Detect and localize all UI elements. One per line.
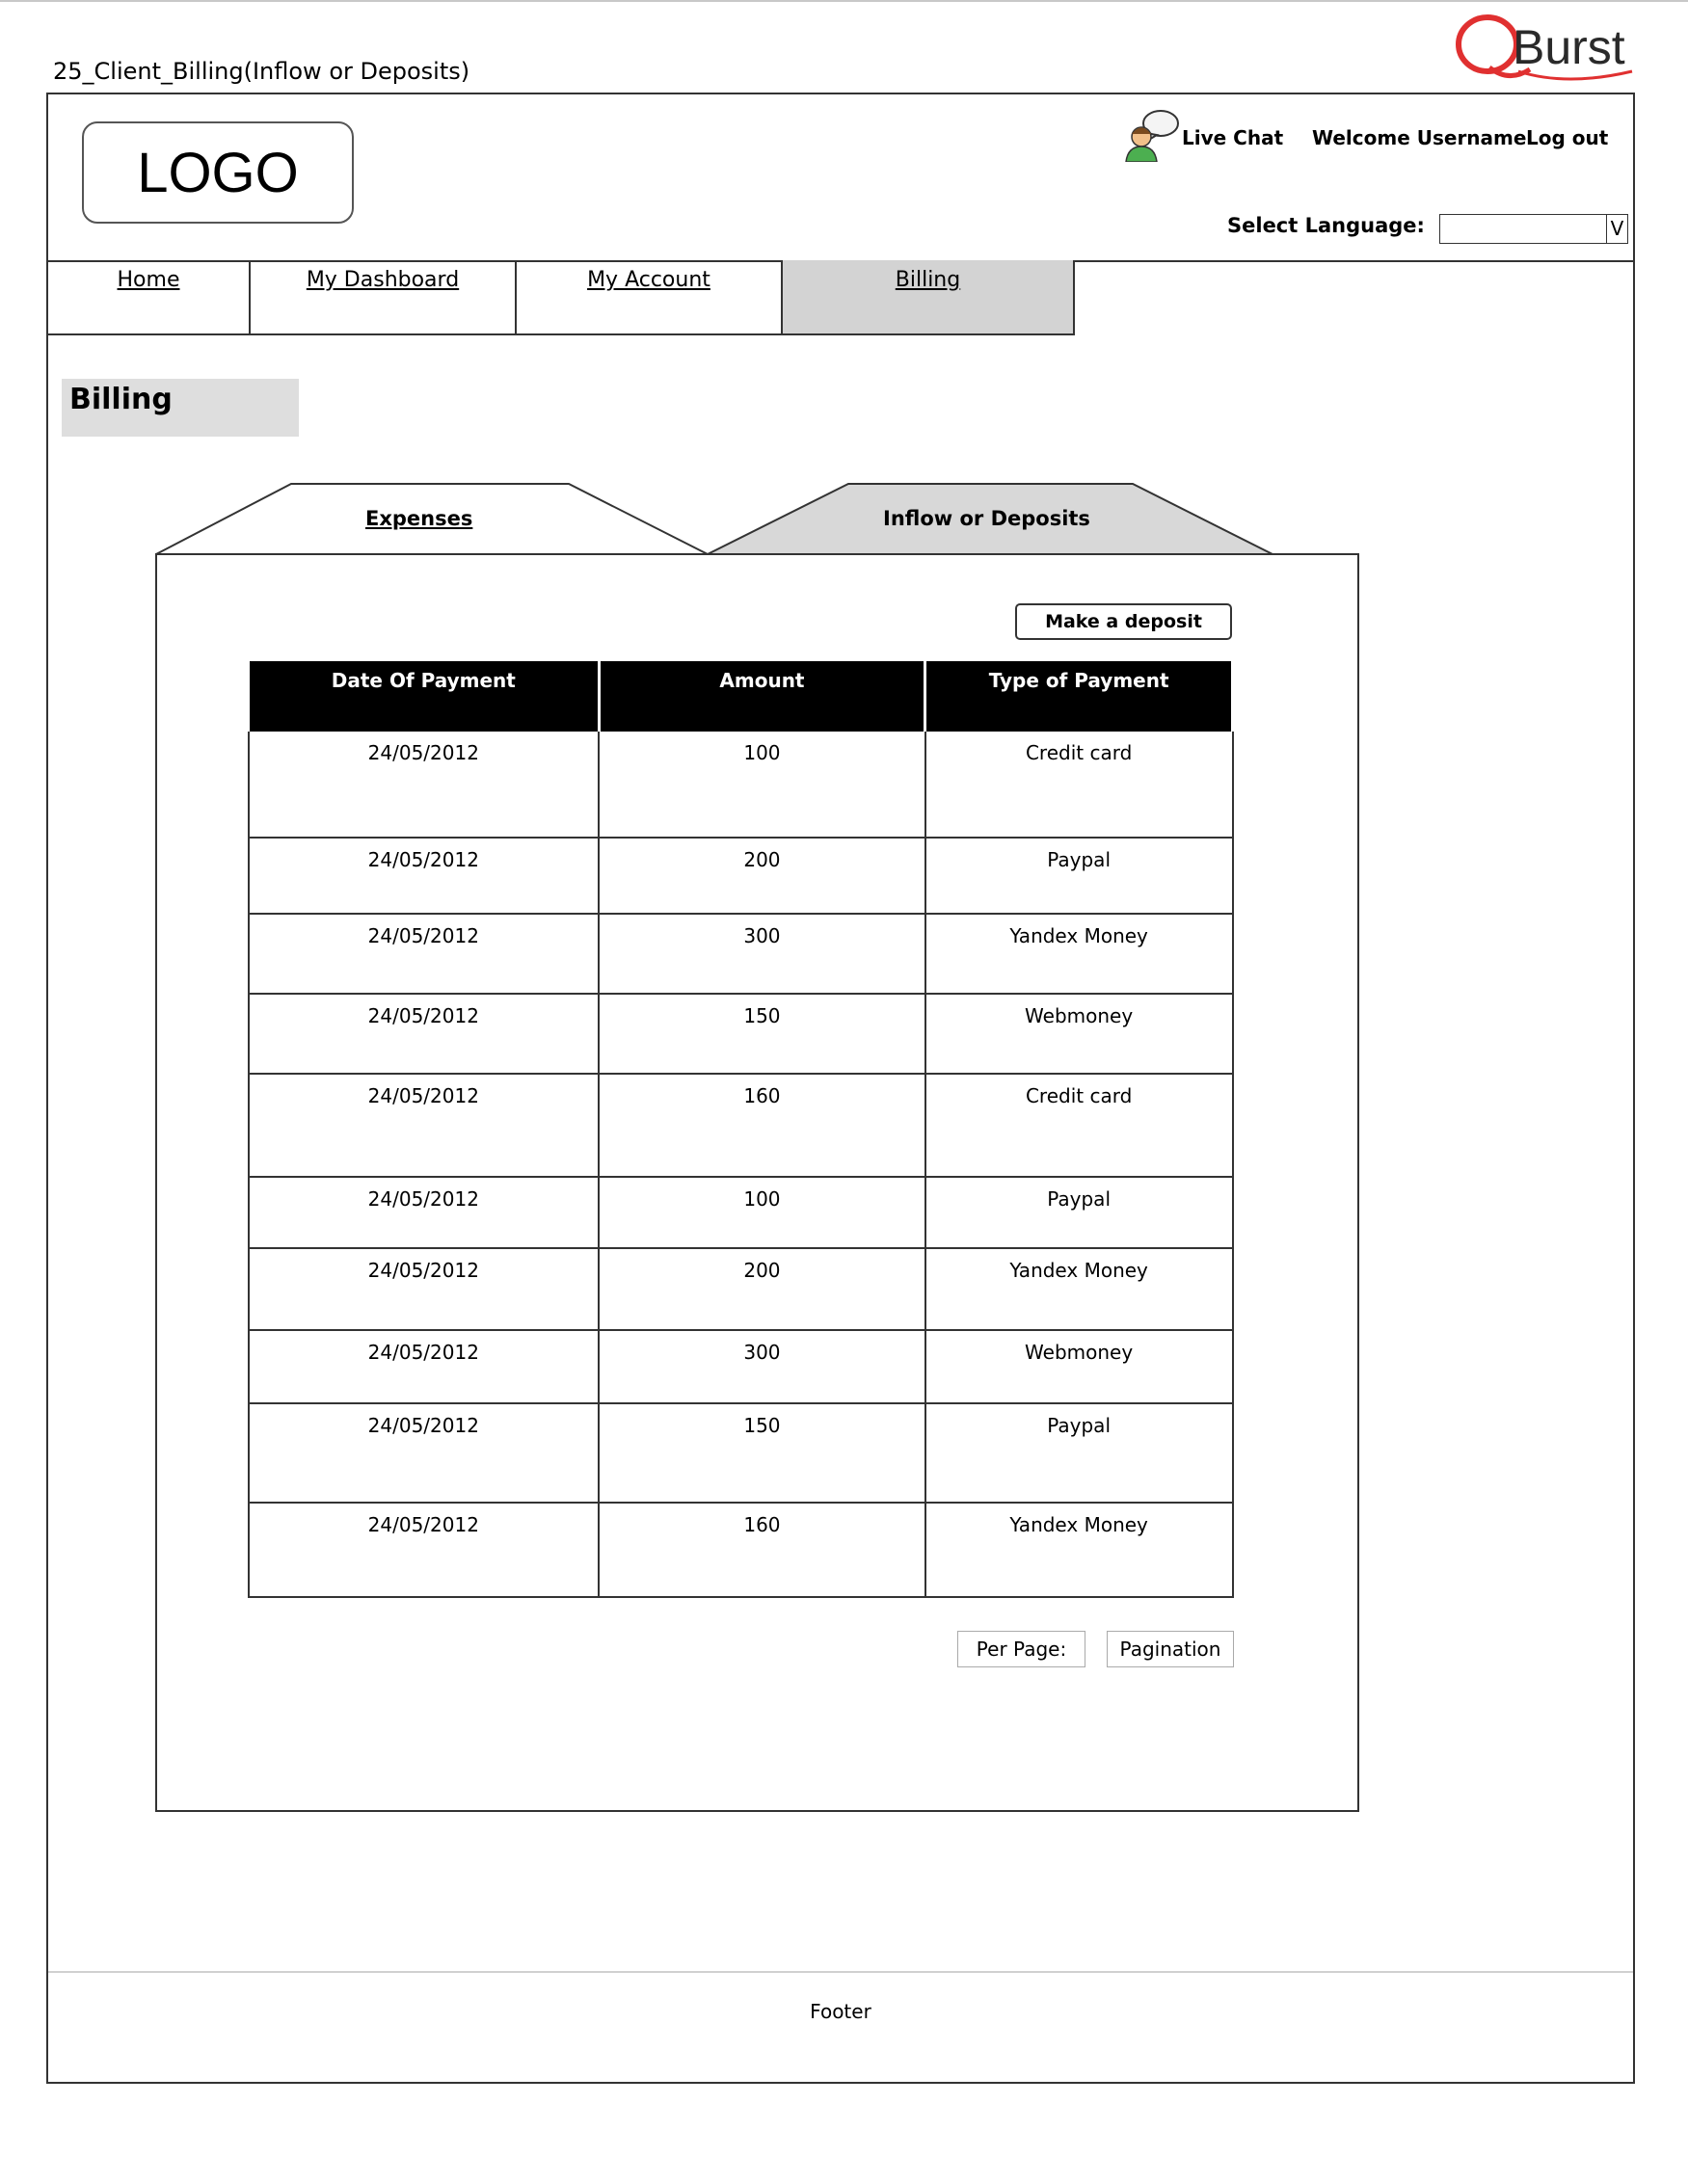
table-row — [249, 1074, 1233, 1177]
cell-date: 24/05/2012 — [249, 1177, 600, 1248]
cell-date: 24/05/2012 — [249, 1074, 600, 1177]
cell-amount: 200 — [599, 1248, 925, 1330]
footer: Footer — [810, 2000, 871, 2023]
table-row — [249, 732, 1233, 838]
cell-amount: 200 — [599, 838, 925, 914]
tab-expenses[interactable]: Expenses — [365, 507, 473, 530]
top-divider — [0, 0, 1688, 2]
cell-date: 24/05/2012 — [249, 1403, 600, 1503]
table-row — [249, 1403, 1233, 1503]
svg-text:Burst: Burst — [1513, 20, 1625, 74]
logout-link[interactable]: Log out — [1526, 126, 1609, 149]
language-select[interactable] — [1439, 214, 1628, 244]
nav-tab-label[interactable]: Billing — [895, 268, 961, 292]
cell-type: Credit card — [925, 1074, 1233, 1177]
column-header-amount[interactable]: Amount — [599, 660, 925, 732]
table-row — [249, 1177, 1233, 1248]
table-row — [249, 914, 1233, 994]
cell-date: 24/05/2012 — [249, 1248, 600, 1330]
table-row — [249, 838, 1233, 914]
cell-type: Webmoney — [925, 1330, 1233, 1403]
cell-date: 24/05/2012 — [249, 838, 600, 914]
qburst-logo — [1451, 8, 1644, 87]
column-header-date[interactable]: Date Of Payment — [249, 660, 600, 732]
nav-tab-label[interactable]: My Account — [587, 268, 710, 292]
cell-amount: 150 — [599, 1403, 925, 1503]
cell-date: 24/05/2012 — [249, 1330, 600, 1403]
nav-tab-home[interactable] — [48, 260, 251, 335]
cell-type: Paypal — [925, 838, 1233, 914]
nav-tab-billing[interactable] — [781, 260, 1075, 335]
cell-type: Yandex Money — [925, 914, 1233, 994]
cell-amount: 300 — [599, 1330, 925, 1403]
pagination-control[interactable]: Pagination — [1107, 1631, 1234, 1667]
page-title: 25_Client_Billing(Inflow or Deposits) — [53, 58, 470, 85]
cell-amount: 100 — [599, 1177, 925, 1248]
make-deposit-button[interactable]: Make a deposit — [1015, 603, 1232, 640]
cell-date: 24/05/2012 — [249, 914, 600, 994]
site-logo[interactable]: LOGO — [82, 121, 354, 224]
per-page-select[interactable]: Per Page: — [957, 1631, 1085, 1667]
table-header-row — [249, 660, 1233, 732]
cell-type: Credit card — [925, 732, 1233, 838]
welcome-username: Welcome Username — [1312, 126, 1527, 149]
nav-tab-label[interactable]: Home — [117, 268, 180, 292]
nav-tab-my-dashboard[interactable] — [249, 260, 517, 335]
live-chat-link[interactable]: Live Chat — [1182, 126, 1284, 149]
cell-type: Webmoney — [925, 994, 1233, 1074]
language-label: Select Language: — [1227, 214, 1425, 237]
table-row — [249, 1503, 1233, 1597]
chevron-down-icon[interactable]: V — [1606, 215, 1627, 243]
table-row — [249, 1330, 1233, 1403]
cell-amount: 160 — [599, 1503, 925, 1597]
cell-amount: 300 — [599, 914, 925, 994]
cell-date: 24/05/2012 — [249, 732, 600, 838]
cell-type: Paypal — [925, 1403, 1233, 1503]
column-header-type[interactable]: Type of Payment — [925, 660, 1233, 732]
nav-tab-label[interactable]: My Dashboard — [306, 268, 460, 292]
cell-type: Paypal — [925, 1177, 1233, 1248]
cell-type: Yandex Money — [925, 1248, 1233, 1330]
live-chat-icon[interactable] — [1122, 108, 1182, 162]
cell-type: Yandex Money — [925, 1503, 1233, 1597]
table-row — [249, 1248, 1233, 1330]
section-title: Billing — [62, 379, 299, 437]
cell-amount: 160 — [599, 1074, 925, 1177]
cell-date: 24/05/2012 — [249, 1503, 600, 1597]
cell-amount: 100 — [599, 732, 925, 838]
cell-amount: 150 — [599, 994, 925, 1074]
nav-tab-my-account[interactable] — [515, 260, 783, 335]
deposits-table — [247, 658, 1234, 1598]
tab-inflow-or-deposits[interactable]: Inflow or Deposits — [883, 507, 1090, 530]
cell-date: 24/05/2012 — [249, 994, 600, 1074]
table-row — [249, 994, 1233, 1074]
footer-divider — [48, 1971, 1633, 1973]
